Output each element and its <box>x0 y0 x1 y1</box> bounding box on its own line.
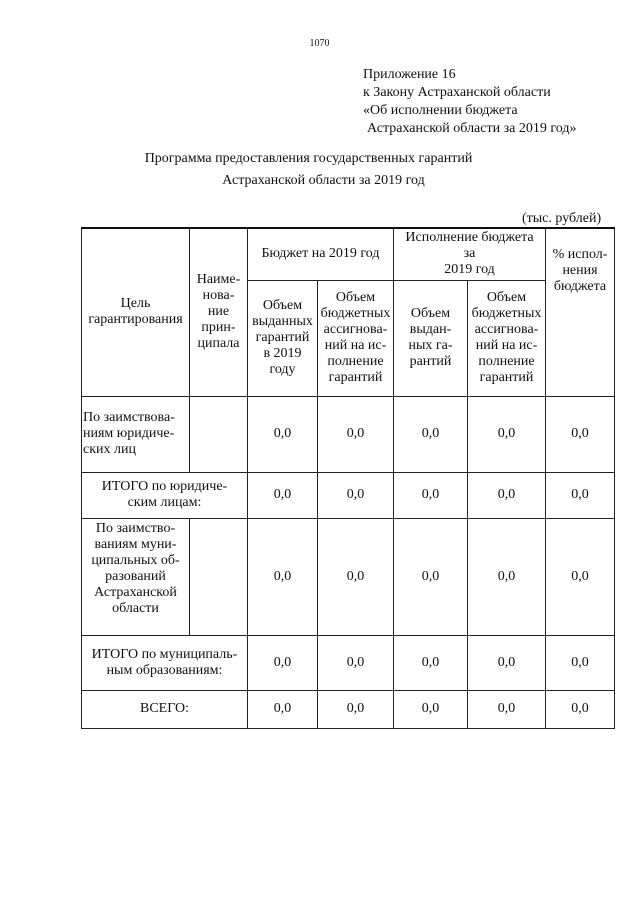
value-cell: 0,0 <box>248 635 318 690</box>
table-row <box>82 396 615 472</box>
value-cell: 0,0 <box>318 690 394 728</box>
unit-label: (тыс. рублей) <box>522 211 602 226</box>
row-label: ИТОГО по юридиче- ским лицам: <box>82 472 248 518</box>
appendix-line-1: Приложение 16 <box>363 67 456 82</box>
table-row <box>82 635 615 690</box>
value-cell: 0,0 <box>468 472 546 518</box>
header-budget-allocations: Объем бюджетных ассигнова- ний на ис- полнение гарантий <box>318 280 394 396</box>
title-line-2: Астраханской области за 2019 год <box>222 173 425 188</box>
header-purpose: Цель гарантирования <box>82 228 190 396</box>
row-label: По заимствова- ниям юридиче- ских лиц <box>82 396 190 472</box>
row-label: ИТОГО по муниципаль- ным образованиям: <box>82 635 248 690</box>
value-cell: 0,0 <box>248 690 318 728</box>
value-cell: 0,0 <box>546 518 615 635</box>
appendix-line-3: «Об исполнении бюджета <box>363 103 518 118</box>
header-budget-group: Бюджет на 2019 год <box>248 228 394 280</box>
value-cell: 0,0 <box>394 635 468 690</box>
header-execution-group: Исполнение бюджета за 2019 год <box>394 228 546 280</box>
table-row <box>82 518 615 635</box>
value-cell: 0,0 <box>546 690 615 728</box>
value-cell: 0,0 <box>546 396 615 472</box>
guarantees-table <box>81 227 615 729</box>
header-execution-issued: Объем выдан- ных га- рантий <box>394 280 468 396</box>
value-cell: 0,0 <box>248 472 318 518</box>
table-row <box>82 690 615 728</box>
value-cell: 0,0 <box>318 518 394 635</box>
value-cell: 0,0 <box>318 472 394 518</box>
appendix-reference <box>363 66 576 138</box>
value-cell: 0,0 <box>546 635 615 690</box>
row-principal <box>190 518 248 635</box>
value-cell: 0,0 <box>468 518 546 635</box>
value-cell: 0,0 <box>468 396 546 472</box>
value-cell: 0,0 <box>546 472 615 518</box>
page-number: 1070 <box>309 38 330 49</box>
value-cell: 0,0 <box>394 518 468 635</box>
value-cell: 0,0 <box>248 518 318 635</box>
value-cell: 0,0 <box>248 396 318 472</box>
value-cell: 0,0 <box>394 396 468 472</box>
row-label: ВСЕГО: <box>82 690 248 728</box>
row-principal <box>190 396 248 472</box>
header-execution-allocations: Объем бюджетных ассигнова- ний на ис- полнение гарантий <box>468 280 546 396</box>
header-row-1 <box>82 228 615 280</box>
value-cell: 0,0 <box>468 635 546 690</box>
value-cell: 0,0 <box>394 690 468 728</box>
title-line-1: Программа предоставления государственных гарантий <box>144 151 473 166</box>
header-budget-issued: Объем выданных гарантий в 2019 году <box>248 280 318 396</box>
appendix-line-2: к Закону Астраханской области <box>363 85 551 100</box>
row-label: По заимство- ваниям муни- ципальных об- разований Астраханской области <box>82 518 190 635</box>
appendix-line-4: Астраханской области за 2019 год» <box>367 121 577 136</box>
value-cell: 0,0 <box>468 690 546 728</box>
header-percent: % испол- нения бюджета <box>546 228 615 396</box>
header-principal: Наиме- нова- ние прин- ципала <box>190 228 248 396</box>
table-row <box>82 472 615 518</box>
value-cell: 0,0 <box>394 472 468 518</box>
value-cell: 0,0 <box>318 396 394 472</box>
value-cell: 0,0 <box>318 635 394 690</box>
document-title <box>0 148 639 192</box>
